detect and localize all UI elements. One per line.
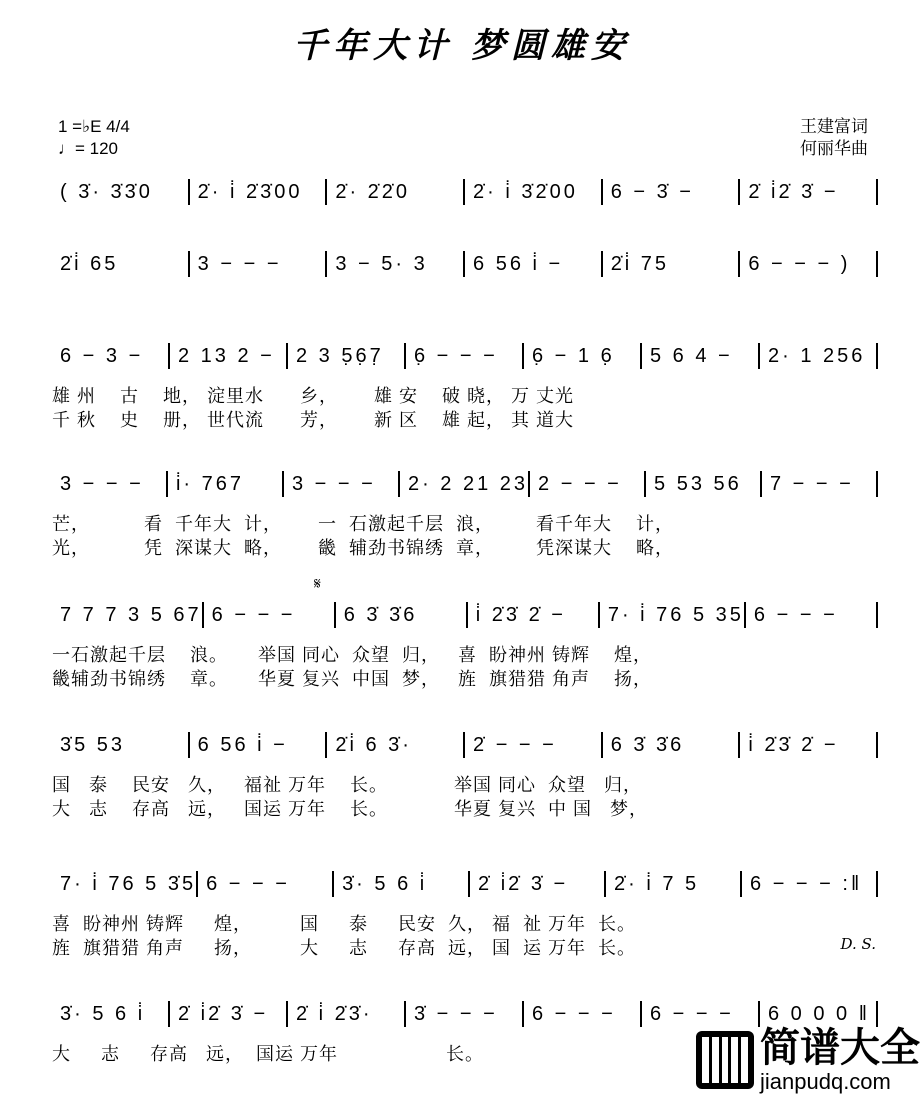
measure: 3 − − −: [197, 252, 282, 275]
measure: 6 3̇ 3̇6: [610, 733, 685, 756]
measure: 6 − 3 −: [60, 344, 144, 367]
measure: 7· i̇ 76 5 3̇5: [60, 872, 197, 895]
lyric-line: 千 秋 史 册， 世代流 芳， 新 区 雄 起， 其 道大: [52, 410, 575, 430]
measure: 6̣ − 1 6̣: [532, 344, 615, 367]
bar-line: [876, 343, 878, 369]
lyric-line: 一石激起千层 浪。 举国 同心 众望 归， 喜 盼神州 铸辉 煌，: [52, 645, 653, 665]
measure: 6̣ − − −: [414, 344, 498, 367]
measure: 2̇i̇ 6 3̇·: [335, 733, 412, 756]
measure: i̇ 2̇3̇ 2̇ −: [748, 733, 839, 756]
watermark-url: jianpudq.com: [760, 1069, 891, 1094]
measure: 2 13 2 −: [178, 344, 275, 367]
measure: 6 − 3̇ −: [610, 180, 694, 203]
notation-row: [52, 731, 878, 759]
measure: 2̇ i̇2̇ 3̇ −: [748, 180, 839, 203]
measure: i̇· 767: [175, 472, 245, 495]
segno-sign: 𝄋: [314, 576, 321, 593]
key-tempo: [58, 116, 130, 160]
measure: 2̇· i̇ 2̇3̇00: [197, 180, 303, 203]
measure: 6 − − −: [206, 872, 290, 895]
lyric-line: 国 泰 民安 久， 福祉 万年 长。 举国 同心 众望 归，: [52, 775, 643, 795]
measure: 2̇ i̇2̇ 3̇ −: [178, 1002, 269, 1025]
notation-row: [52, 250, 878, 278]
lyric-line: 雄 州 古 地， 淀里水 乡， 雄 安 破 晓， 万 丈光: [52, 386, 575, 406]
bar-line: [876, 871, 878, 897]
measure: 2̇i̇ 75: [610, 252, 670, 275]
measure: 5 53 56: [654, 472, 742, 495]
notation-row: [52, 601, 878, 629]
watermark-name: 简谱大全: [760, 1026, 920, 1070]
measure: 6 − − − ): [748, 252, 851, 275]
notation-row: [52, 470, 878, 498]
lyric-line: 光， 凭 深谋大 略， 畿 辅劲书锦绣 章， 凭深谋大 略，: [52, 538, 675, 558]
measure: 3̇· 5 6 i̇: [60, 1002, 146, 1025]
bar-line: [876, 471, 878, 497]
watermark-logo: [696, 1026, 920, 1094]
tempo: ♩= 120: [58, 139, 119, 158]
lyricist: 王建富词: [800, 117, 868, 136]
measure: 6 56 i̇ −: [473, 252, 564, 275]
bar-line: [876, 602, 878, 628]
lyric-line: 大 志 存高 远， 国运 万年 长。: [52, 1044, 485, 1064]
measure: 2 3 5̣6̣7̣: [296, 344, 384, 367]
measure: 6 56 i̇ −: [197, 733, 288, 756]
measure: 2 − − −: [538, 472, 622, 495]
bar-line: [876, 1001, 878, 1027]
lyric-line: 喜 盼神州 铸辉 煌， 国 泰 民安 久， 福 祉 万年 长。: [52, 914, 637, 934]
measure: 6 − − −: [753, 603, 838, 626]
measure: 6 − − − :‖: [750, 872, 863, 895]
measure: 2· 1 256: [768, 344, 866, 367]
measure: 6 − − −: [532, 1002, 616, 1025]
measure: 2̇· i̇ 7 5: [614, 872, 700, 895]
measure: 2̇i̇ 65: [60, 252, 119, 275]
measure: 3 − 5· 3: [335, 252, 428, 275]
measure: 2̇ i̇ 2̇3̇·: [296, 1002, 373, 1025]
lyric-line: 大 志 存高 远， 国运 万年 长。 华夏 复兴 中 国 梦，: [52, 799, 649, 819]
measure: 2̇ − − −: [473, 733, 557, 756]
measure: 3̇5 53: [60, 733, 126, 756]
measure: 2̇ i̇2̇ 3̇ −: [478, 872, 569, 895]
composer: 何丽华曲: [800, 139, 868, 158]
measure: 5 6 4 −: [650, 344, 733, 367]
measure: 2̇· 2̇2̇0: [335, 180, 411, 203]
measure: 2· 2 21 23: [407, 472, 529, 495]
credits: [800, 116, 868, 160]
lyric-line: 畿辅劲书锦绣 章。 华夏 复兴 中国 梦， 旌 旗猎猎 角声 扬，: [52, 669, 653, 689]
ds-marking: D. S.: [840, 935, 876, 953]
notation-row: [52, 342, 878, 370]
measure: 3 − − −: [60, 472, 144, 495]
measure: ( 3̇· 3̇3̇0: [60, 180, 153, 203]
lyric-line: 旌 旗猎猎 角声 扬， 大 志 存高 远， 国 运 万年 长。: [52, 938, 637, 958]
measure: 3̇· 5 6 i̇: [342, 872, 428, 895]
measure: 7 − − −: [770, 472, 854, 495]
measure: 7· i̇ 76 5 35: [607, 603, 744, 626]
piano-icon: [696, 1031, 754, 1089]
key-signature: 1 =♭E 4/4: [58, 117, 130, 136]
notation-row: [52, 870, 878, 898]
song-title: 千年大计 梦圆雄安: [293, 26, 631, 66]
notation-row: [52, 1000, 878, 1028]
lyric-line: 芒， 看 千年大 计， 一 石激起千层 浪， 看千年大 计，: [52, 514, 675, 534]
measure: 6 − − −: [211, 603, 296, 626]
notation-row: [52, 178, 878, 206]
bar-line: [876, 179, 878, 205]
measure: i̇ 2̇3̇ 2̇ −: [475, 603, 566, 626]
measure: 6 − − −: [650, 1002, 734, 1025]
bar-line: [876, 251, 878, 277]
measure: 3 − − −: [291, 472, 376, 495]
measure: 6 0 0 0 ‖: [768, 1002, 870, 1025]
measure: 3̇ − − −: [414, 1002, 498, 1025]
measure: 6 3̇ 3̇6: [343, 603, 418, 626]
bar-line: [876, 732, 878, 758]
measure: 2̇· i̇ 3̇2̇00: [473, 180, 578, 203]
measure: 7 7 7 3 5 67: [60, 603, 202, 626]
